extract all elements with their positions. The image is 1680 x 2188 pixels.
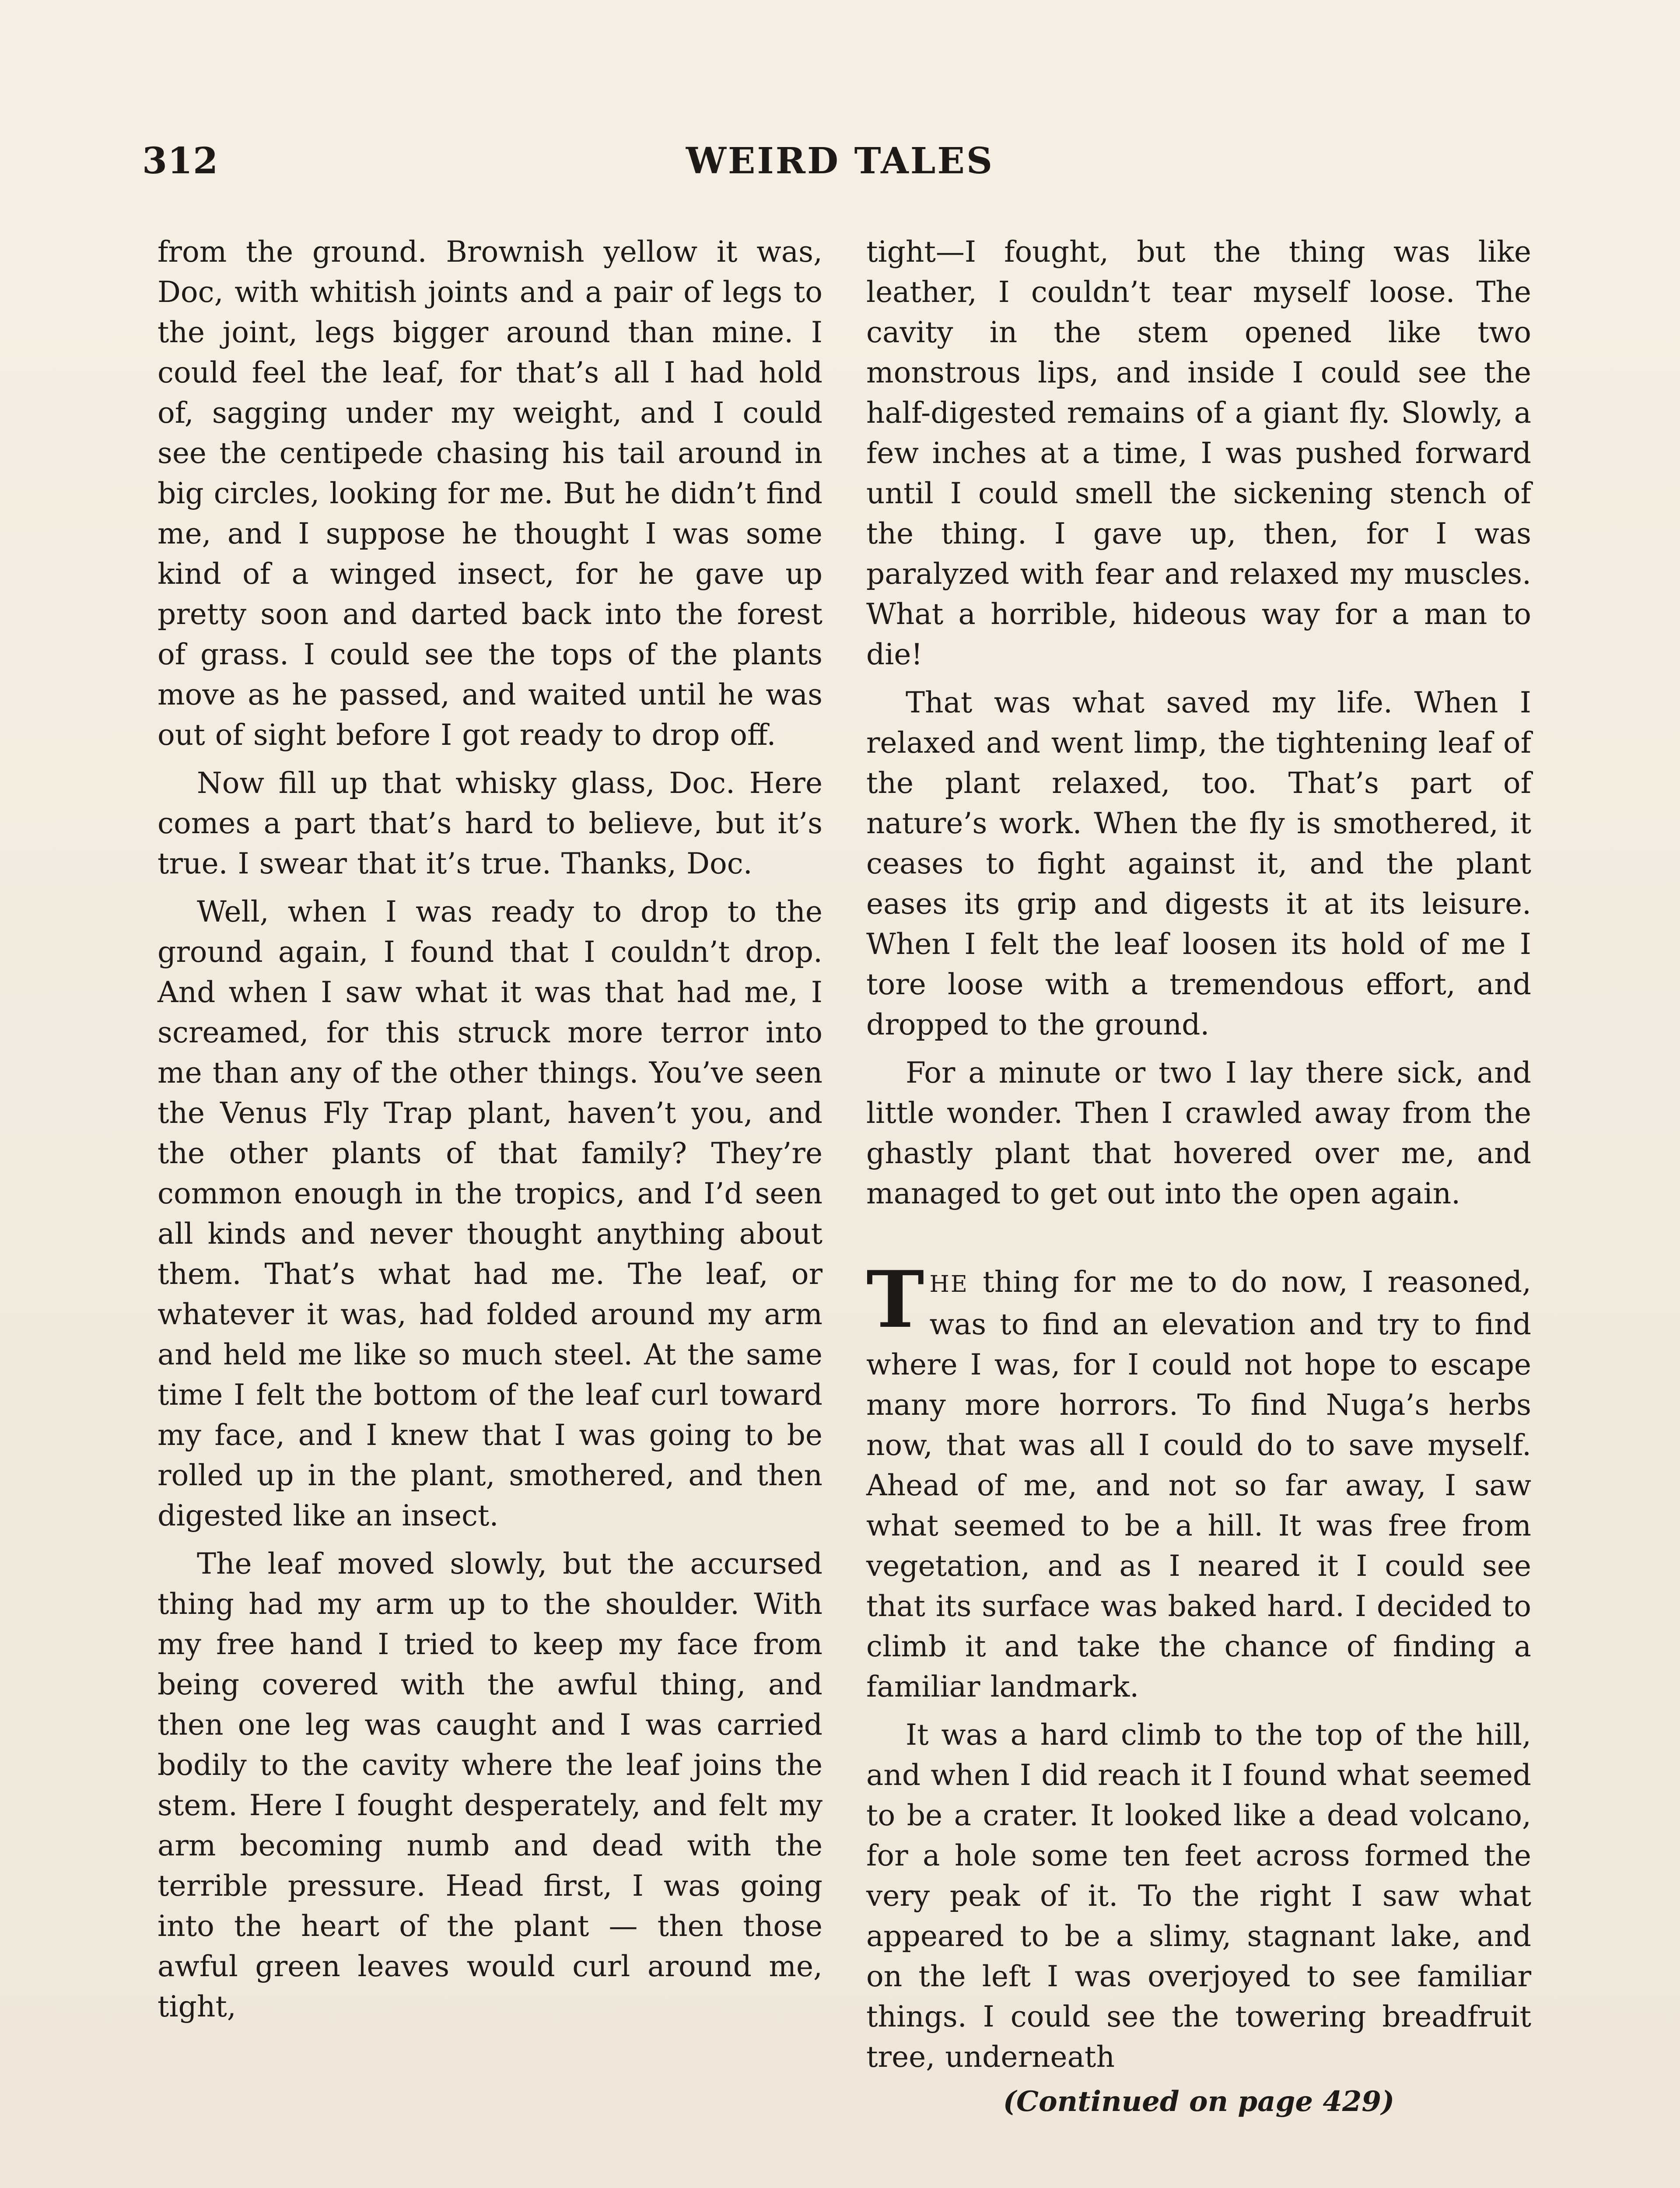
left-column — [158, 232, 822, 2035]
small-caps-lead: HE — [929, 1271, 969, 1297]
left-paragraph-1: from the ground. Brownish yellow it was, Doc, with whitish joints and a pair of legs to the joint, legs bigger around than mine. I could feel the leaf, for that’s all I had hold of, sagging under my weight, and I could see the centipede chasing his tail around in big circles, looking for me. But he didn’t find me, and I suppose he thought I was some kind of a winged insect, for he gave up pretty soon and darted back into the forest of grass. I could see the tops of the plants move as he passed, and waited until he was out of sight before I got ready to drop off. — [158, 235, 822, 752]
left-paragraph-2: Now fill up that whisky glass, Doc. Here comes a part that’s hard to believe, but it’s true. I swear that it’s true. Thanks, Doc. — [158, 766, 822, 880]
left-paragraph-3: Well, when I was ready to drop to the ground again, I found that I couldn’t drop. And when I saw what it was that had me, I screamed, for this struck more terror into me than any of the other things. You’ve seen the Venus Fly Trap plant, haven’t you, and the other plants of that family? They’re common enough in the tropics, and I’d seen all kinds and never thought anything about them. That’s what had me. The leaf, or whatever it was, had folded around my arm and held me like so much steel. At the same time I felt the bottom of the leaf curl toward my face, and I knew that I was going to be rolled up in the plant, smothered, and then digested like an insect. — [158, 895, 822, 1532]
section-break — [866, 1222, 1531, 1262]
right-paragraph-2: That was what saved my life. When I relaxed and went limp, the tightening leaf of the plant relaxed, too. That’s part of nature’s work. When the fly is smothered, it ceases to fight against it, and the plant eases its grip and digests it at its leisure. When I felt the leaf loosen its hold of me I tore loose with a tremendous effort, and dropped to the ground. — [866, 686, 1531, 1041]
right-paragraph-4-text: thing for me to do now, I reasoned, was to find an elevation and try to find where I was, for I could not hope to escape many more horrors. To find Nuga’s herbs now, that was all I could do to save myself. Ahead of me, and not so far away, I saw what seemed to be a hill. It was free from vegetation, and as I neared it I could see that its surface was baked hard. I decided to climb it and take the chance of finding a familiar landmark. — [866, 1265, 1531, 1704]
continued-note: (Continued on page 429) — [1003, 2085, 1395, 2118]
page-number: 312 — [142, 140, 219, 182]
right-paragraph-1: tight—I fought, but the thing was like leather, I couldn’t tear myself loose. The cavity in the stem opened like two monstrous lips, and inside I could see the half-digested remains of a giant fly. Slowly, a few inches at a time, I was pushed forward until I could smell the sickening stench of the thing. I gave up, then, for I was paralyzed with fear and relaxed my muscles. What a horrible, hideous way for a man to die! — [866, 235, 1531, 671]
running-title: WEIRD TALES — [686, 140, 994, 182]
right-column — [866, 232, 1531, 2118]
right-paragraph-4 — [866, 1254, 1531, 1707]
left-paragraph-4: The leaf moved slowly, but the accursed thing had my arm up to the shoulder. With my free hand I tried to keep my face from being covered with the awful thing, and then one leg was caught and I was carried bodily to the cavity where the leaf joins the stem. Here I fought desperately, and felt my arm becoming numb and dead with the terrible pressure. Head first, I was going into the heart of the plant — then those awful green leaves would curl around me, tight, — [158, 1547, 822, 2023]
right-paragraph-3: For a minute or two I lay there sick, and little wonder. Then I crawled away from the ghastly plant that hovered over me, and managed to get out into the open again. — [866, 1056, 1531, 1210]
right-paragraph-5: It was a hard climb to the top of the hill, and when I did reach it I found what seemed to be a crater. It looked like a dead volcano, for a hole some ten feet across formed the very peak of it. To the right I saw what appeared to be a slimy, stagnant lake, and on the left I was overjoyed to see familiar things. I could see the towering breadfruit tree, underneath — [866, 1718, 1531, 2074]
drop-cap-letter: T — [866, 1254, 924, 1345]
